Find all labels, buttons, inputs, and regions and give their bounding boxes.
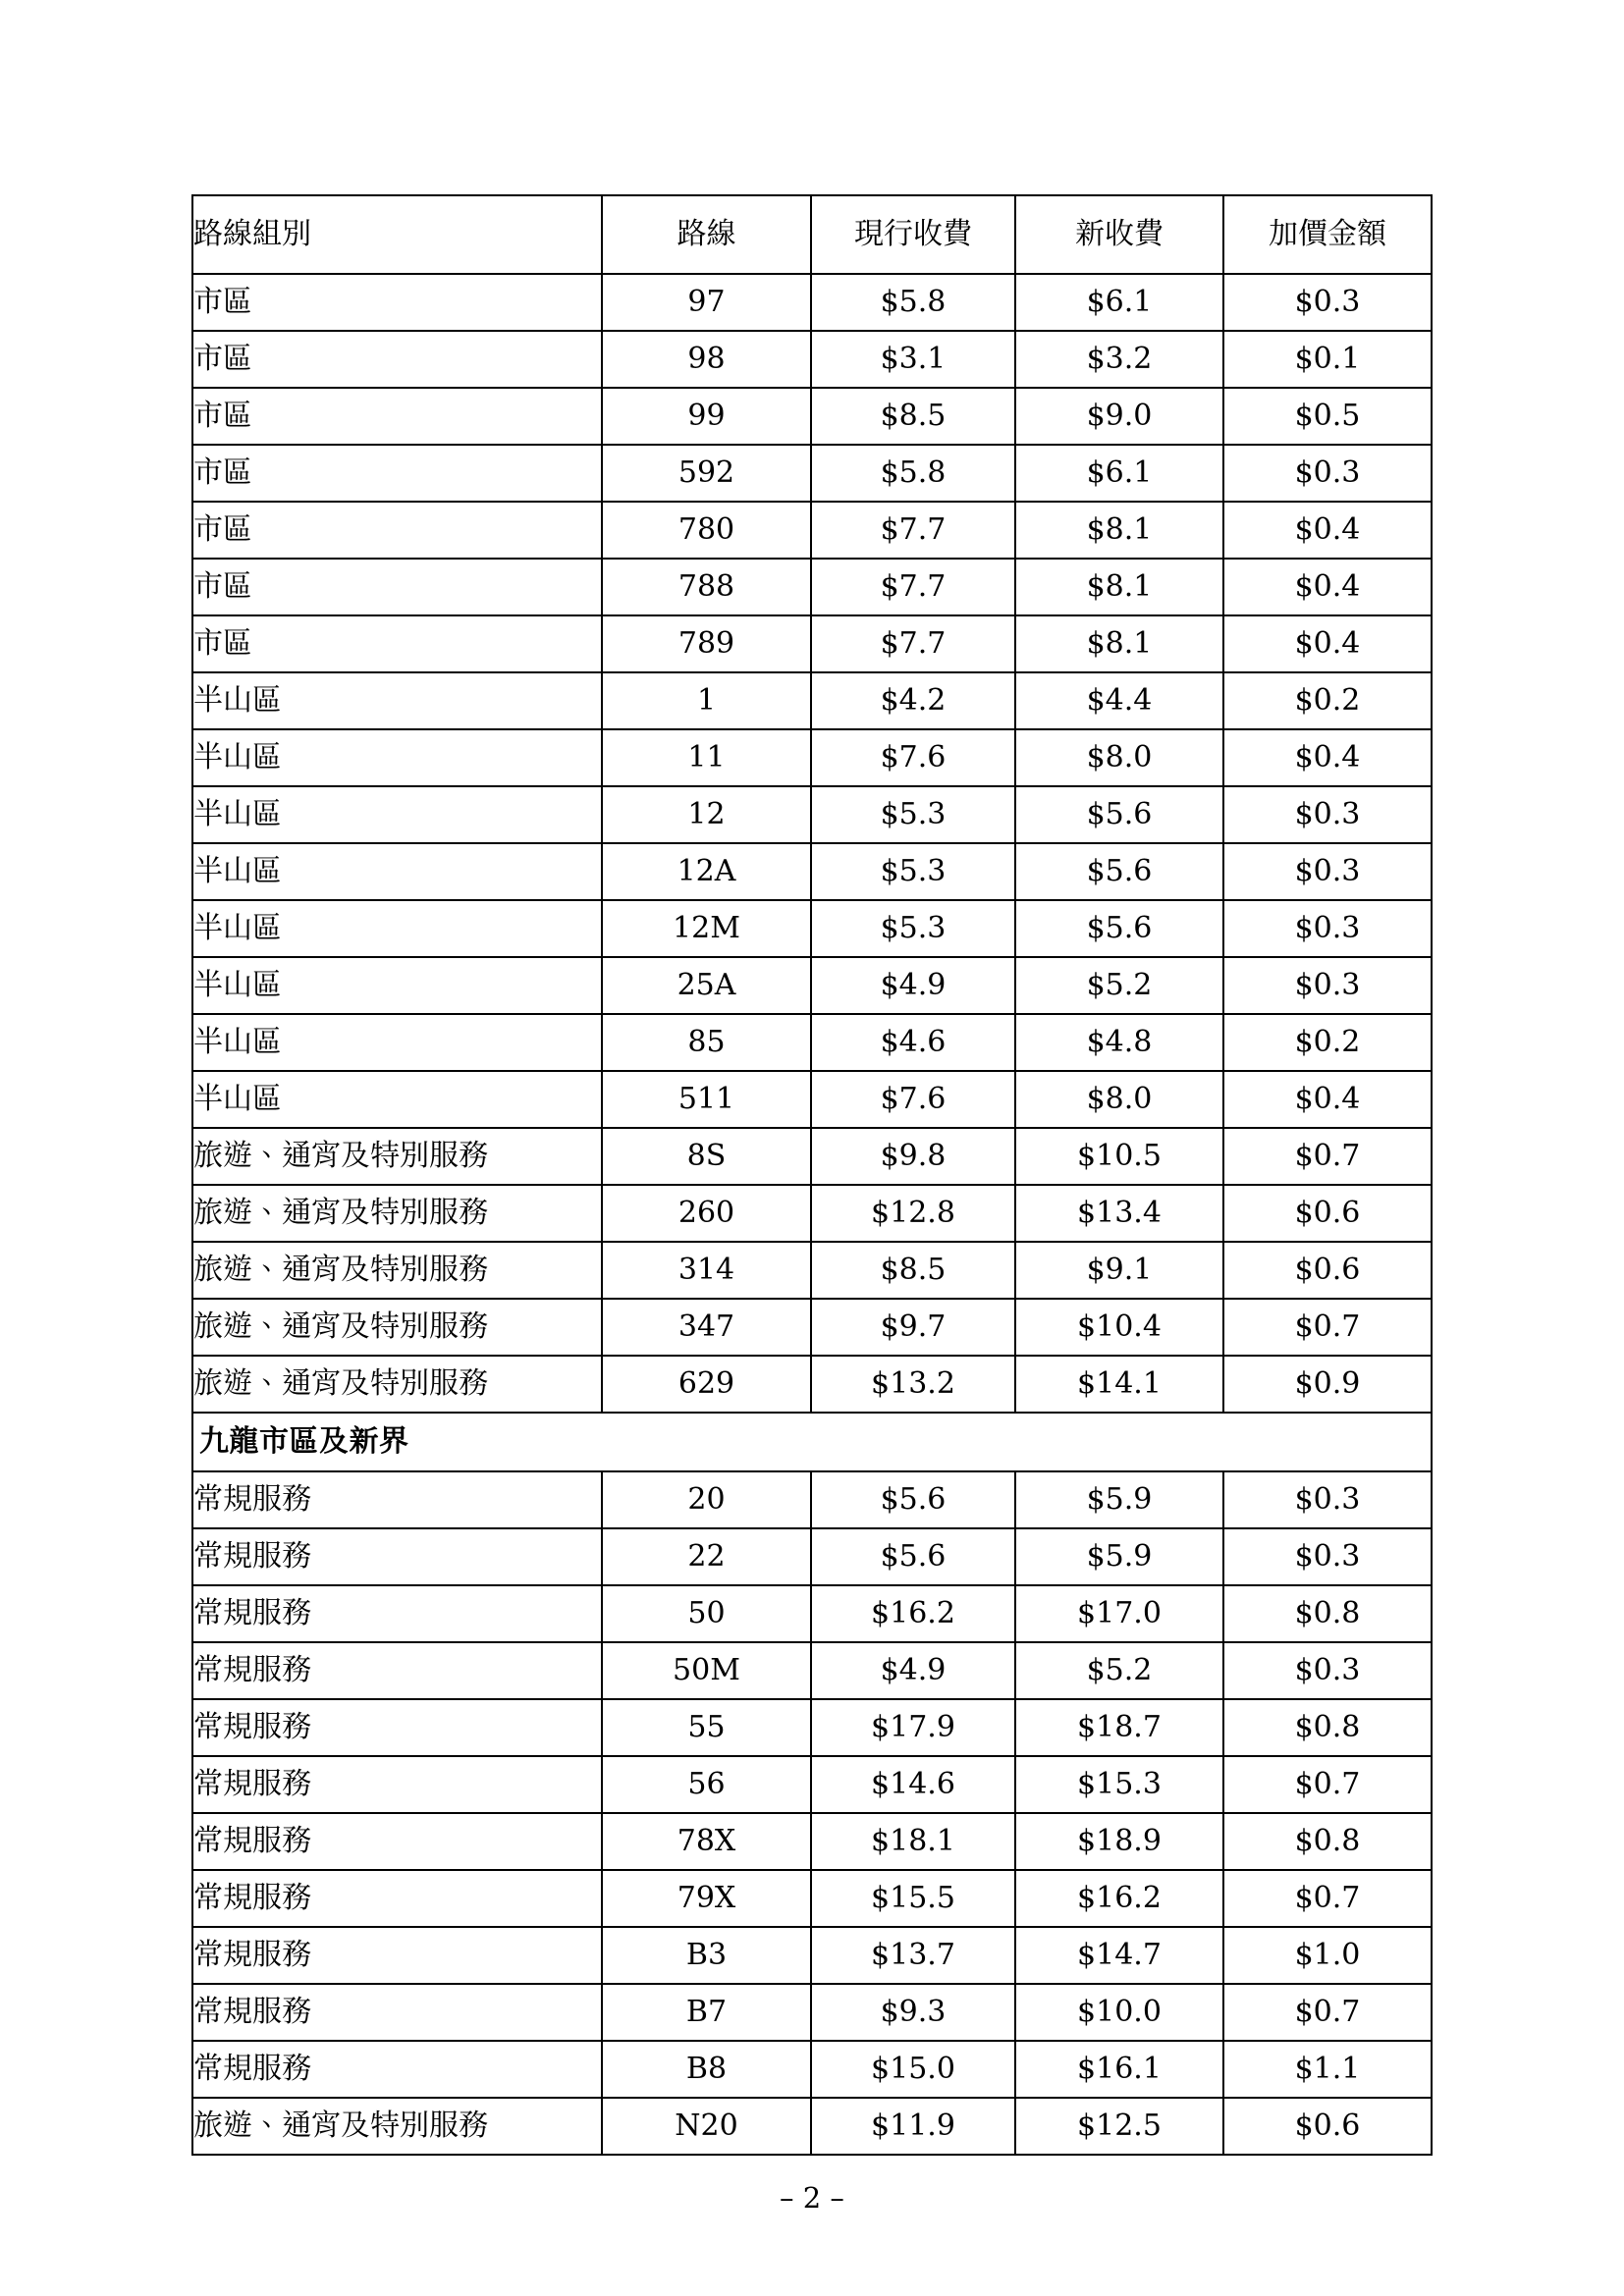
page-number-footer: – 2 – — [780, 2181, 844, 2215]
cell-route: 789 — [602, 615, 811, 672]
cell-increase-amount: $0.1 — [1223, 331, 1432, 388]
table-row — [192, 502, 1432, 559]
table-row — [192, 445, 1432, 502]
cell-increase-amount: $0.2 — [1223, 1014, 1432, 1071]
table-row — [192, 1299, 1432, 1356]
table-row — [192, 1528, 1432, 1585]
cell-new-fare: $10.5 — [1015, 1128, 1223, 1185]
table-row — [192, 1927, 1432, 1984]
column-header-current-fare: 現行收費 — [811, 195, 1015, 274]
cell-current-fare: $7.6 — [811, 729, 1015, 786]
cell-route-group: 市區 — [192, 615, 602, 672]
table-row — [192, 729, 1432, 786]
cell-route: B8 — [602, 2041, 811, 2098]
table-row — [192, 1699, 1432, 1756]
cell-route-group: 常規服務 — [192, 1927, 602, 1984]
cell-route: B7 — [602, 1984, 811, 2041]
table-row — [192, 1585, 1432, 1642]
cell-new-fare: $5.6 — [1015, 900, 1223, 957]
cell-route-group: 常規服務 — [192, 1471, 602, 1528]
cell-route-group: 半山區 — [192, 843, 602, 900]
cell-current-fare: $11.9 — [811, 2098, 1015, 2155]
cell-current-fare: $7.7 — [811, 502, 1015, 559]
cell-increase-amount: $0.6 — [1223, 2098, 1432, 2155]
table-row — [192, 1870, 1432, 1927]
cell-route-group: 半山區 — [192, 672, 602, 729]
cell-new-fare: $5.6 — [1015, 786, 1223, 843]
cell-new-fare: $8.1 — [1015, 502, 1223, 559]
table-row — [192, 331, 1432, 388]
cell-route-group: 旅遊、通宵及特別服務 — [192, 1128, 602, 1185]
cell-increase-amount: $0.3 — [1223, 957, 1432, 1014]
cell-new-fare: $5.9 — [1015, 1471, 1223, 1528]
cell-increase-amount: $0.4 — [1223, 615, 1432, 672]
cell-route-group: 市區 — [192, 331, 602, 388]
table-row — [192, 1984, 1432, 2041]
cell-increase-amount: $0.4 — [1223, 1071, 1432, 1128]
cell-current-fare: $7.7 — [811, 559, 1015, 615]
cell-increase-amount: $0.7 — [1223, 1128, 1432, 1185]
cell-current-fare: $9.8 — [811, 1128, 1015, 1185]
table-row — [192, 615, 1432, 672]
cell-increase-amount: $0.4 — [1223, 729, 1432, 786]
cell-increase-amount: $0.3 — [1223, 1642, 1432, 1699]
cell-route-group: 常規服務 — [192, 1699, 602, 1756]
cell-route: 50 — [602, 1585, 811, 1642]
table-row — [192, 843, 1432, 900]
cell-current-fare: $5.3 — [811, 900, 1015, 957]
cell-new-fare: $4.8 — [1015, 1014, 1223, 1071]
cell-route-group: 常規服務 — [192, 1585, 602, 1642]
cell-route: 85 — [602, 1014, 811, 1071]
cell-current-fare: $5.3 — [811, 786, 1015, 843]
cell-route-group: 市區 — [192, 274, 602, 331]
cell-route-group: 常規服務 — [192, 1870, 602, 1927]
cell-increase-amount: $0.3 — [1223, 843, 1432, 900]
cell-current-fare: $7.6 — [811, 1071, 1015, 1128]
cell-new-fare: $5.9 — [1015, 1528, 1223, 1585]
cell-current-fare: $5.6 — [811, 1528, 1015, 1585]
column-header-new-fare: 新收費 — [1015, 195, 1223, 274]
cell-new-fare: $18.9 — [1015, 1813, 1223, 1870]
cell-route: 314 — [602, 1242, 811, 1299]
cell-current-fare: $9.7 — [811, 1299, 1015, 1356]
cell-increase-amount: $0.3 — [1223, 786, 1432, 843]
cell-increase-amount: $0.8 — [1223, 1699, 1432, 1756]
cell-current-fare: $8.5 — [811, 388, 1015, 445]
cell-new-fare: $8.1 — [1015, 559, 1223, 615]
cell-route: 12A — [602, 843, 811, 900]
table-row — [192, 388, 1432, 445]
cell-route-group: 半山區 — [192, 900, 602, 957]
table-section-header-row — [192, 1413, 1432, 1471]
column-header-route: 路線 — [602, 195, 811, 274]
cell-new-fare: $17.0 — [1015, 1585, 1223, 1642]
cell-new-fare: $13.4 — [1015, 1185, 1223, 1242]
table-row — [192, 1756, 1432, 1813]
cell-route: 12 — [602, 786, 811, 843]
cell-current-fare: $4.9 — [811, 957, 1015, 1014]
cell-new-fare: $8.0 — [1015, 1071, 1223, 1128]
cell-route-group: 常規服務 — [192, 2041, 602, 2098]
cell-new-fare: $8.0 — [1015, 729, 1223, 786]
cell-route-group: 市區 — [192, 445, 602, 502]
cell-new-fare: $6.1 — [1015, 274, 1223, 331]
cell-current-fare: $5.8 — [811, 274, 1015, 331]
cell-route-group: 市區 — [192, 502, 602, 559]
table-row — [192, 2098, 1432, 2155]
cell-increase-amount: $0.6 — [1223, 1185, 1432, 1242]
cell-route: 780 — [602, 502, 811, 559]
cell-new-fare: $10.4 — [1015, 1299, 1223, 1356]
cell-increase-amount: $0.7 — [1223, 1870, 1432, 1927]
cell-route-group: 半山區 — [192, 1071, 602, 1128]
cell-route-group: 半山區 — [192, 1014, 602, 1071]
table-row — [192, 786, 1432, 843]
cell-route: 25A — [602, 957, 811, 1014]
cell-route: 55 — [602, 1699, 811, 1756]
cell-current-fare: $8.5 — [811, 1242, 1015, 1299]
cell-current-fare: $12.8 — [811, 1185, 1015, 1242]
table-row — [192, 1128, 1432, 1185]
cell-increase-amount: $0.8 — [1223, 1813, 1432, 1870]
cell-current-fare: $5.8 — [811, 445, 1015, 502]
cell-current-fare: $15.0 — [811, 2041, 1015, 2098]
cell-increase-amount: $0.6 — [1223, 1242, 1432, 1299]
cell-increase-amount: $0.3 — [1223, 900, 1432, 957]
cell-current-fare: $5.3 — [811, 843, 1015, 900]
cell-route: 20 — [602, 1471, 811, 1528]
cell-route-group: 旅遊、通宵及特別服務 — [192, 1242, 602, 1299]
cell-increase-amount: $0.7 — [1223, 1984, 1432, 2041]
cell-new-fare: $16.1 — [1015, 2041, 1223, 2098]
cell-route: 592 — [602, 445, 811, 502]
table-row — [192, 672, 1432, 729]
cell-increase-amount: $0.5 — [1223, 388, 1432, 445]
cell-route-group: 半山區 — [192, 729, 602, 786]
cell-route: 12M — [602, 900, 811, 957]
cell-increase-amount: $0.3 — [1223, 1471, 1432, 1528]
table-row — [192, 900, 1432, 957]
cell-route-group: 常規服務 — [192, 1813, 602, 1870]
cell-route-group: 常規服務 — [192, 1984, 602, 2041]
table-row — [192, 1642, 1432, 1699]
column-header-increase: 加價金額 — [1223, 195, 1432, 274]
cell-increase-amount: $0.3 — [1223, 1528, 1432, 1585]
cell-increase-amount: $0.8 — [1223, 1585, 1432, 1642]
cell-current-fare: $7.7 — [811, 615, 1015, 672]
cell-increase-amount: $1.1 — [1223, 2041, 1432, 2098]
cell-new-fare: $8.1 — [1015, 615, 1223, 672]
cell-route: B3 — [602, 1927, 811, 1984]
table-row — [192, 1185, 1432, 1242]
table-row — [192, 2041, 1432, 2098]
cell-route-group: 旅遊、通宵及特別服務 — [192, 1299, 602, 1356]
cell-new-fare: $9.1 — [1015, 1242, 1223, 1299]
cell-route: 11 — [602, 729, 811, 786]
cell-new-fare: $5.6 — [1015, 843, 1223, 900]
cell-route-group: 常規服務 — [192, 1528, 602, 1585]
cell-current-fare: $17.9 — [811, 1699, 1015, 1756]
cell-new-fare: $14.1 — [1015, 1356, 1223, 1413]
cell-new-fare: $4.4 — [1015, 672, 1223, 729]
table-row — [192, 1242, 1432, 1299]
cell-route: 511 — [602, 1071, 811, 1128]
cell-route: 260 — [602, 1185, 811, 1242]
cell-route-group: 旅遊、通宵及特別服務 — [192, 2098, 602, 2155]
cell-current-fare: $4.6 — [811, 1014, 1015, 1071]
cell-route: 56 — [602, 1756, 811, 1813]
table-row — [192, 274, 1432, 331]
cell-route: 79X — [602, 1870, 811, 1927]
table-row — [192, 1813, 1432, 1870]
cell-route-group: 旅遊、通宵及特別服務 — [192, 1185, 602, 1242]
cell-new-fare: $9.0 — [1015, 388, 1223, 445]
cell-increase-amount: $0.7 — [1223, 1756, 1432, 1813]
cell-new-fare: $18.7 — [1015, 1699, 1223, 1756]
cell-current-fare: $16.2 — [811, 1585, 1015, 1642]
cell-current-fare: $4.2 — [811, 672, 1015, 729]
cell-increase-amount: $1.0 — [1223, 1927, 1432, 1984]
cell-route: 347 — [602, 1299, 811, 1356]
table-row — [192, 1071, 1432, 1128]
cell-current-fare: $13.2 — [811, 1356, 1015, 1413]
table-row — [192, 1014, 1432, 1071]
cell-route: 97 — [602, 274, 811, 331]
cell-route-group: 常規服務 — [192, 1642, 602, 1699]
cell-current-fare: $5.6 — [811, 1471, 1015, 1528]
cell-new-fare: $5.2 — [1015, 1642, 1223, 1699]
cell-route: 98 — [602, 331, 811, 388]
cell-route: 22 — [602, 1528, 811, 1585]
column-header-route-group: 路線組別 — [192, 195, 602, 274]
cell-current-fare: $18.1 — [811, 1813, 1015, 1870]
cell-current-fare: $15.5 — [811, 1870, 1015, 1927]
cell-current-fare: $14.6 — [811, 1756, 1015, 1813]
cell-route: 788 — [602, 559, 811, 615]
cell-new-fare: $16.2 — [1015, 1870, 1223, 1927]
cell-increase-amount: $0.2 — [1223, 672, 1432, 729]
cell-increase-amount: $0.3 — [1223, 445, 1432, 502]
cell-new-fare: $10.0 — [1015, 1984, 1223, 2041]
cell-route-group: 常規服務 — [192, 1756, 602, 1813]
bus-fare-table — [191, 194, 1433, 2156]
cell-current-fare: $4.9 — [811, 1642, 1015, 1699]
cell-new-fare: $6.1 — [1015, 445, 1223, 502]
table-row — [192, 957, 1432, 1014]
cell-increase-amount: $0.4 — [1223, 502, 1432, 559]
cell-new-fare: $12.5 — [1015, 2098, 1223, 2155]
cell-current-fare: $9.3 — [811, 1984, 1015, 2041]
cell-increase-amount: $0.9 — [1223, 1356, 1432, 1413]
cell-route-group: 半山區 — [192, 957, 602, 1014]
cell-route: 78X — [602, 1813, 811, 1870]
cell-new-fare: $3.2 — [1015, 331, 1223, 388]
cell-current-fare: $13.7 — [811, 1927, 1015, 1984]
cell-route-group: 市區 — [192, 559, 602, 615]
cell-route: 1 — [602, 672, 811, 729]
cell-increase-amount: $0.7 — [1223, 1299, 1432, 1356]
cell-route: 50M — [602, 1642, 811, 1699]
cell-current-fare: $3.1 — [811, 331, 1015, 388]
cell-route-group: 半山區 — [192, 786, 602, 843]
section-header-label: 九龍市區及新界 — [192, 1413, 1432, 1471]
cell-route: 629 — [602, 1356, 811, 1413]
table-row — [192, 1356, 1432, 1413]
table-row — [192, 559, 1432, 615]
cell-new-fare: $14.7 — [1015, 1927, 1223, 1984]
table-header-row — [192, 195, 1432, 274]
table-row — [192, 1471, 1432, 1528]
cell-route: 99 — [602, 388, 811, 445]
table-header — [192, 195, 1432, 274]
cell-increase-amount: $0.3 — [1223, 274, 1432, 331]
cell-route: 8S — [602, 1128, 811, 1185]
cell-increase-amount: $0.4 — [1223, 559, 1432, 615]
cell-new-fare: $15.3 — [1015, 1756, 1223, 1813]
cell-new-fare: $5.2 — [1015, 957, 1223, 1014]
table-body — [192, 274, 1432, 2155]
cell-route: N20 — [602, 2098, 811, 2155]
cell-route-group: 市區 — [192, 388, 602, 445]
cell-route-group: 旅遊、通宵及特別服務 — [192, 1356, 602, 1413]
